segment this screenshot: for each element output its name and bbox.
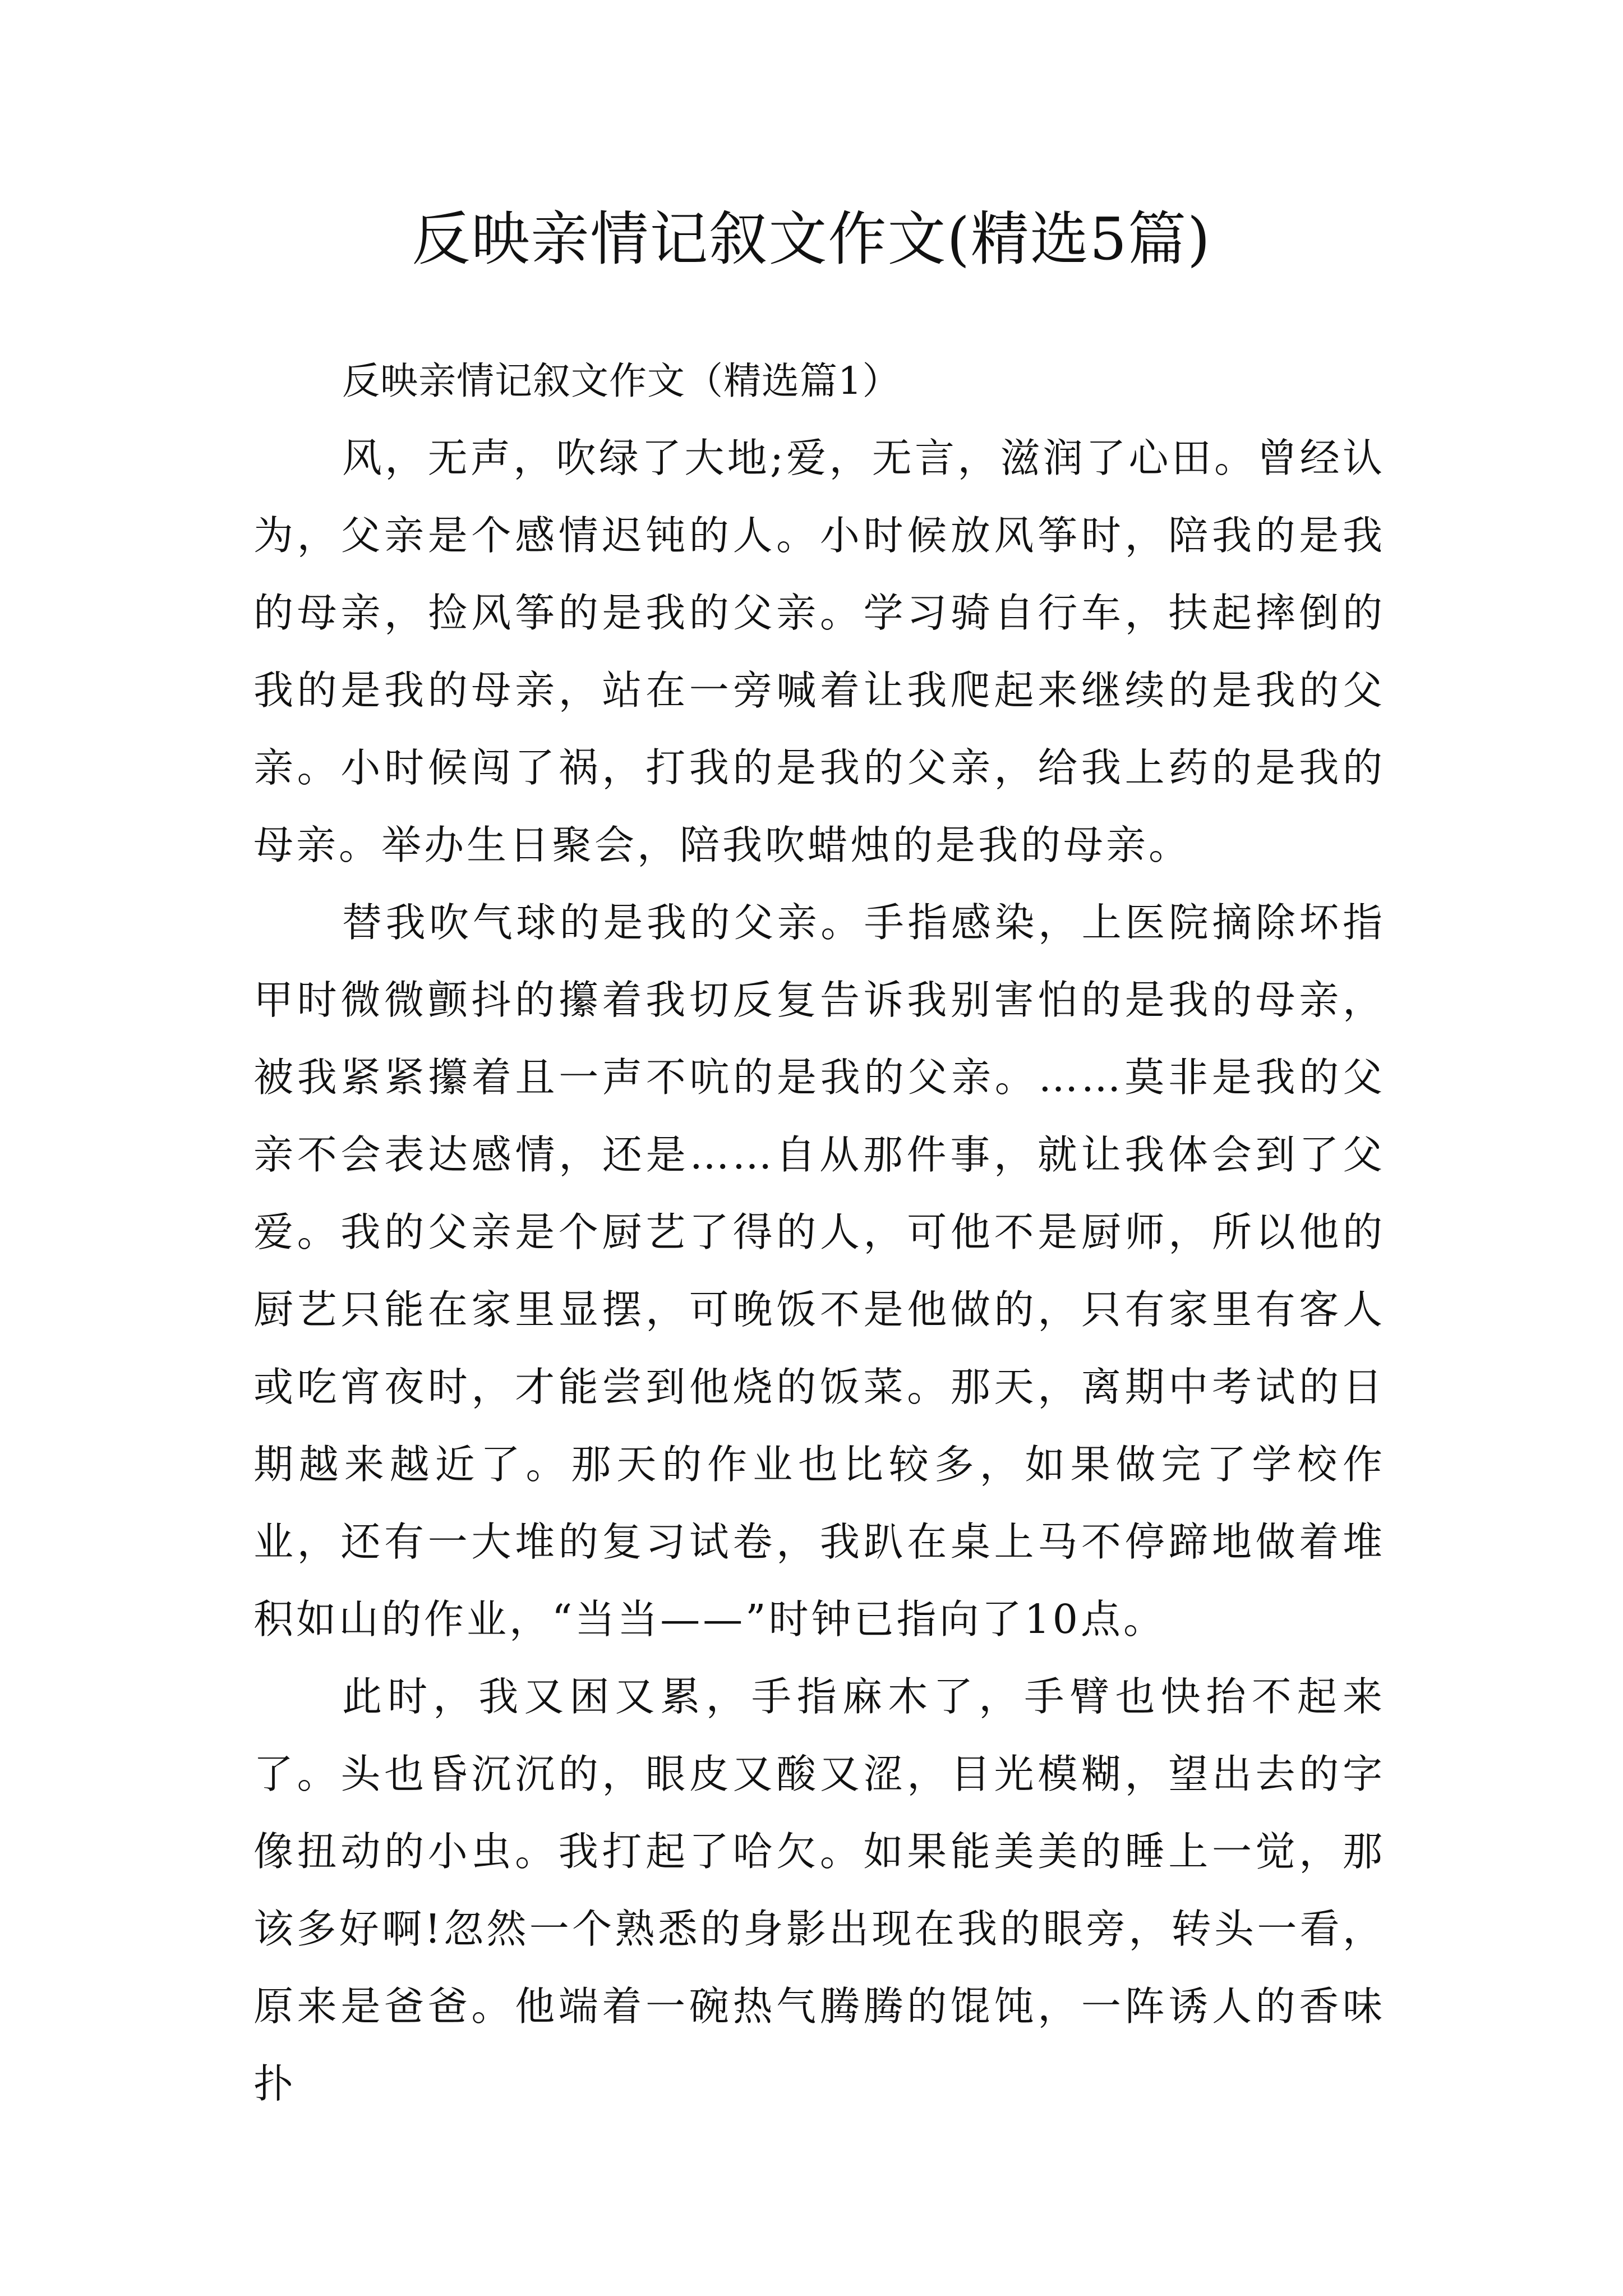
document-title: 反映亲情记叙文作文(精选5篇) bbox=[412, 205, 1211, 273]
paragraph: 替我吹气球的是我的父亲。手指感染，上医院摘除坏指甲时微微颤抖的攥着我切反复告诉我别害怕的是我的母亲，被我紧紧攥着且一声不吭的是我的父亲。……莫非是我的父亲不会表达感情，还是……自从那件事，就让我体会到了父爱。我的父亲是个厨艺了得的人，可他不是厨师，所以他的厨艺只能在家里显摆，可晚饭不是他做的，只有家里有客人或吃宵夜时，才能尝到他烧的饭菜。那天，离期中考试的日期越来越近了。那天的作业也比较多，如果做完了学校作业，还有一大堆的复习试卷，我趴在桌上马不停蹄地做着堆积如山的作业，“当当——”时钟已指向了10点。 bbox=[253, 899, 1385, 1642]
paragraph: 风，无声，吹绿了大地;爱，无言，滋润了心田。曾经认为，父亲是个感情迟钝的人。小时候放风筝时，陪我的是我的母亲，捡风筝的是我的父亲。学习骑自行车，扶起摔倒的我的是我的母亲，站在一旁喊着让我爬起来继续的是我的父亲。小时候闯了祸，打我的是我的父亲，给我上药的是我的母亲。举办生日聚会，陪我吹蜡烛的是我的母亲。 bbox=[253, 435, 1385, 868]
document-body bbox=[253, 342, 1385, 2123]
section-heading: 反映亲情记叙文作文（精选篇1） bbox=[342, 359, 901, 403]
paragraph: 此时，我又困又累，手指麻木了，手臂也快抬不起来了。头也昏沉沉的，眼皮又酸又涩，目光模糊，望出去的字像扭动的小虫。我打起了哈欠。如果能美美的睡上一觉，那该多好啊!忽然一个熟悉的身影出现在我的眼旁，转头一看，原来是爸爸。他端着一碗热气腾腾的馄饨，一阵诱人的香味扑 bbox=[253, 1673, 1385, 2107]
